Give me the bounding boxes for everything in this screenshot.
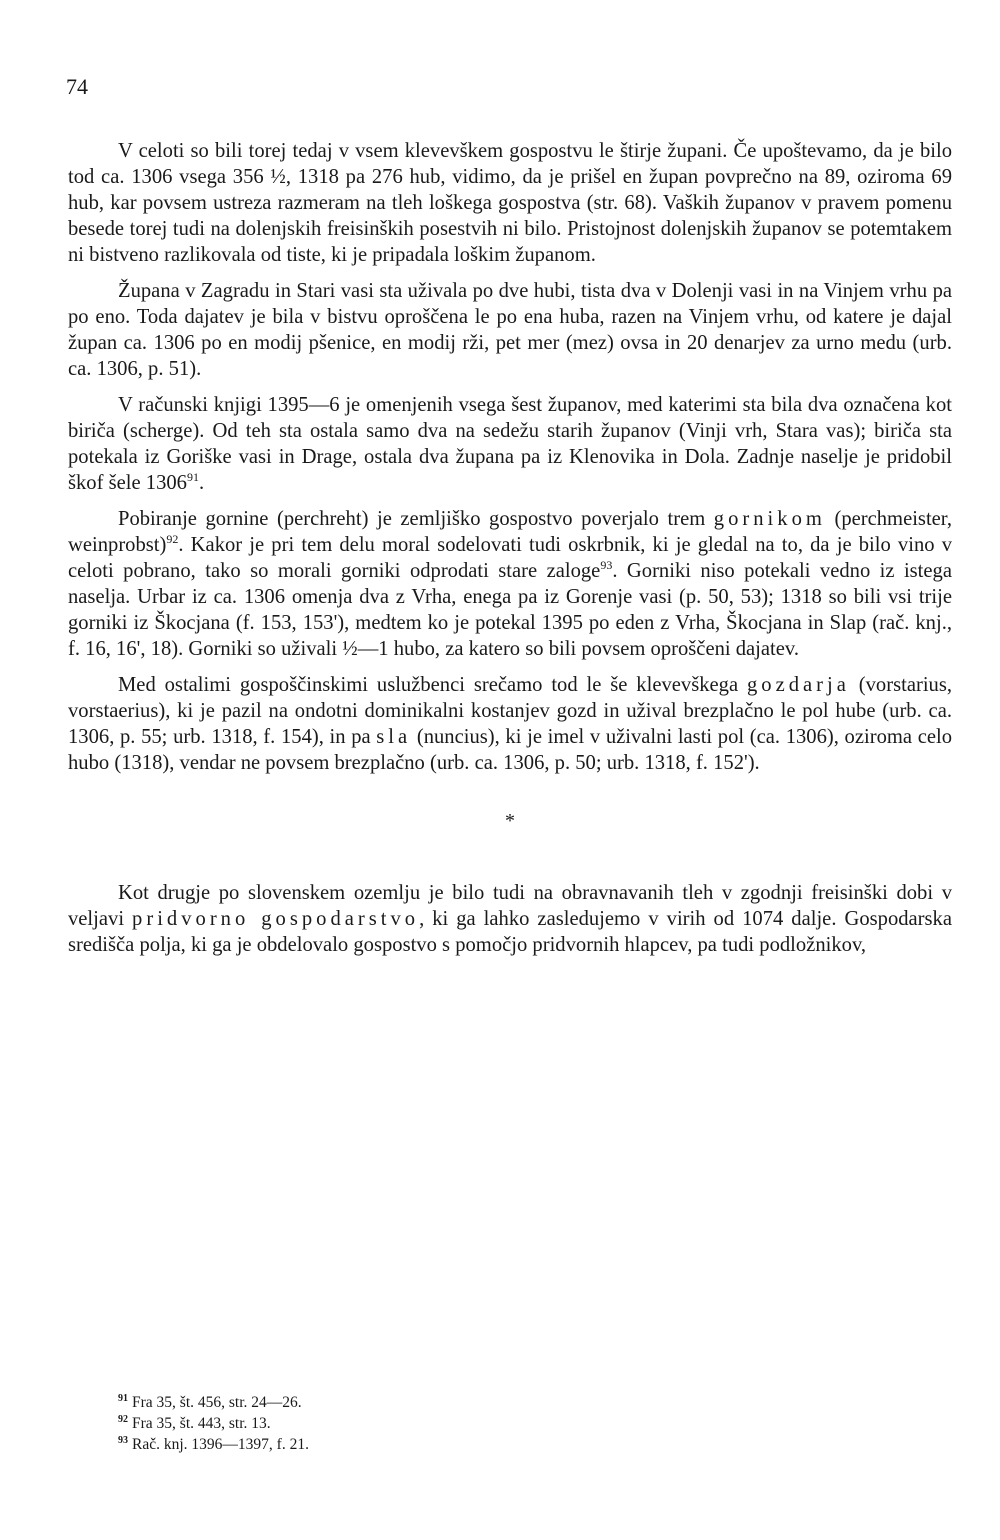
footnote-mark-91: 91 bbox=[118, 1392, 128, 1404]
footnote-91 bbox=[118, 1392, 309, 1413]
paragraph-5 bbox=[68, 672, 952, 776]
footnote-92 bbox=[118, 1413, 309, 1434]
term-sla: sla bbox=[376, 726, 412, 748]
paragraph-5-part-a: Med ostalimi gospoščinskimi uslužbenci srečamo tod le še klevevškega bbox=[118, 674, 747, 696]
paragraph-6-part-a: Kot drugje po slovenskem ozemlju je bilo tudi na obravnavanih tleh v zgodnji freisinški dobi v veljavi bbox=[68, 882, 952, 930]
paragraph-4-part-a: Pobiranje gornine (perchreht) je zemljiško gospostvo poverjalo trem bbox=[118, 508, 714, 530]
footnote-mark-93: 93 bbox=[118, 1434, 128, 1446]
paragraph-5-part-c: (nuncius), ki je imel v uživalni lasti pol (ca. 1306), oziroma celo hubo (1318), vendar ne povsem brezplačno (urb. ca. 1306, p. 50; urb. 1318, f. 152'). bbox=[68, 726, 952, 774]
paragraph-1: V celoti so bili torej tedaj v vsem klevevškem gospostvu le štirje župani. Če upoštevamo, da je bilo tod ca. 1306 vsega 356 ½, 1318 pa 276 hub, vidimo, da je prišel en župan povprečno na 89, oziroma 69 hub, kar povsem ustreza razmeram na tleh loškega gospostva (str. 68). Vaških županov v pravem pomenu besede torej tudi na dolenjskih freisinških posestvih ni bilo. Pristojnost dolenjskih županov se potemtakem ni bistveno razlikovala od tiste, ki je pripadala loškim županom. bbox=[68, 140, 952, 266]
term-gornikom: gornikom bbox=[713, 508, 826, 530]
footnote-text-93: Rač. knj. 1396—1397, f. 21. bbox=[132, 1436, 309, 1453]
body-text bbox=[68, 138, 952, 958]
paragraph-6 bbox=[68, 880, 952, 958]
footnotes bbox=[118, 1392, 309, 1455]
paragraph-3-end: . bbox=[198, 472, 205, 494]
paragraph-5-part-b: (vorstarius, vorstaerius), ki je pazil na ondotni dominikalni kostanjev gozd in užival brezplačno le pol hube (urb. ca. 1306, p. 55; urb. 1318, f. 154), in pa bbox=[68, 674, 952, 748]
paragraph-3-text: V računski knjigi 1395—6 je omenjenih vsega šest županov, med katerimi sta bila dva označena kot biriča (scherge). Od teh sta ostala samo dva na sedežu starih županov (Vinji vrh, Stara vas); biriča sta potekala iz Goriške vasi in Drage, ostala dva župana pa iz Klenovika in Dola. Zadnje naselje je pridobil škof šele 1306 bbox=[68, 394, 952, 494]
paragraph-3 bbox=[68, 392, 952, 496]
paragraph-2: Župana v Zagradu in Stari vasi sta uživala po dve hubi, tista dva v Dolenji vasi in na Vinjem vrhu pa po eno. Toda dajatev je bila v bistvu oproščena le po ena huba, razen na Vinjem vrhu, od katere je dajal župan ca. 1306 po en modij pšenice, en modij rži, pet mer (mez) ovsa in 20 denarjev za urno medu (urb. ca. 1306, p. 51). bbox=[68, 280, 952, 380]
footnote-text-91: Fra 35, št. 456, str. 24—26. bbox=[132, 1394, 302, 1411]
page-number: 74 bbox=[66, 74, 88, 99]
paragraph-6-part-b: , ki ga lahko zasledujemo v virih od 1074 dalje. Gospodarska središča polja, ki ga je obdelovalo gospostvo s pomočjo pridvornih hlapcev, pa tudi podložnikov, bbox=[68, 908, 952, 956]
paragraph-4-part-c: . Kakor je pri tem delu moral sodelovati tudi oskrbnik, ki je gledal na to, da je bilo vino v celoti pobrano, tako so morali gorniki odprodati stare zaloge bbox=[68, 534, 952, 582]
term-pridvorno-gospodarstvo: pridvorno gospodarstvo bbox=[132, 908, 420, 930]
paragraph-4-part-b: (perchmeister, weinprobst) bbox=[68, 508, 952, 556]
footnote-93 bbox=[118, 1434, 309, 1455]
term-gozdarja: gozdarja bbox=[746, 674, 850, 696]
footnote-ref-92: 92 bbox=[166, 532, 179, 547]
footnote-text-92: Fra 35, št. 443, str. 13. bbox=[132, 1415, 271, 1432]
paragraph-4-part-d: . Gorniki niso potekali vedno iz istega naselja. Urbar iz ca. 1306 omenja dva z Vrha, enega pa iz Gorenje vasi (p. 50, 53); 1318 so bili vsi trije gorniki iz Škocjana (f. 153, 153'), medtem ko je potekal 1395 po eden z Vrha, Škocjana in Slap (rač. knj., f. 16, 16', 18). Gorniki so uživali ½—1 hubo, za katero so bili povsem oproščeni dajatev. bbox=[68, 560, 952, 660]
paragraph-4 bbox=[68, 506, 952, 662]
footnote-mark-92: 92 bbox=[118, 1413, 128, 1425]
footnote-ref-91: 91 bbox=[186, 470, 199, 485]
section-separator: * bbox=[505, 810, 515, 832]
footnote-ref-93: 93 bbox=[600, 558, 613, 573]
